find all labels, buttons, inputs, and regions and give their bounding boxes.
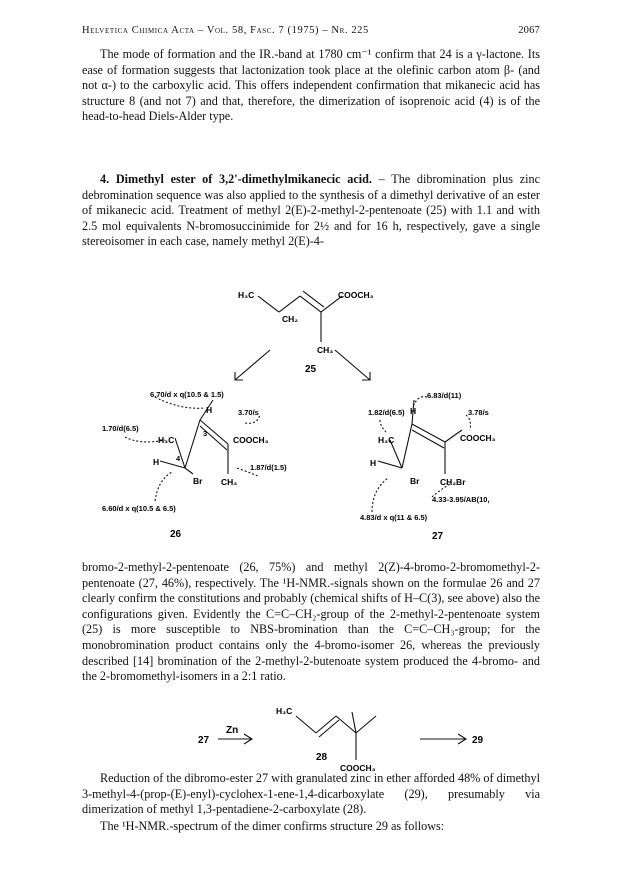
label-27-h-left: H	[370, 458, 377, 468]
paragraph-nmr	[82, 560, 540, 685]
arrow-to-26	[235, 350, 270, 380]
label-27-cooch3: COOCH₃	[460, 433, 496, 443]
label-26-h-top: H	[206, 405, 213, 415]
bond-28-c	[336, 716, 356, 733]
arrow-to-27	[335, 350, 370, 380]
nmr-26-h3: 6.60/d x q(10.5 & 6.5)	[102, 504, 176, 513]
running-header	[82, 25, 540, 36]
bond-25-d	[321, 296, 342, 312]
bond-28-b	[316, 716, 336, 733]
leader-27-ome	[466, 415, 471, 430]
arrow-to-29-head	[458, 734, 466, 744]
leader-27-ch3	[380, 420, 386, 432]
leader-26-h4	[155, 397, 205, 408]
leader-27-ch2br	[432, 484, 450, 497]
arrow-zn-head	[244, 734, 252, 744]
nmr-26-ch3-2: 1.87/d(1.5)	[250, 463, 287, 472]
label-26-cooch3: COOCH₃	[233, 435, 269, 445]
bond-26-e	[175, 438, 185, 468]
bond-26-c	[200, 420, 228, 444]
compound-label-25: 25	[305, 364, 317, 375]
compound-label-26: 26	[170, 529, 182, 540]
bond-27-f	[445, 430, 462, 442]
label-26-c3: 3	[203, 429, 208, 438]
bond-26-f	[185, 468, 193, 474]
section-heading: 4. Dimethyl ester of 3,2'-dimethylmikanecic acid.	[100, 172, 372, 186]
scheme2-cooch3: COOCH₃	[340, 763, 376, 773]
label-26-h-left: H	[153, 457, 160, 467]
section-body: – The dibromination plus zinc debromination sequence was also applied to the synthesis of a dimethyl derivative of an ester of mikanecic acid. Treatment of methyl 2(E)-2-methyl-2-pentenoate (25) with 1.1 and with 2.5 mol equivalents N-bromosuccinimide for 2½ and for 16 h, respectively, gave a single stereoisomer in each case, namely methyl 2(E)-4-	[82, 172, 540, 249]
paragraph-lactone-text: The mode of formation and the IR.-band at 1780 cm⁻¹ confirm that 24 is a γ-lactone. Its ease of formation suggests that lactonization took place at the olefinic carbon atom β- (and not α-) to the carboxylic acid. This offers independent confirmation that mikanecic acid has structure 8 (and not 7) and that, therefore, the dimerization of isoprenoic acid (4) is of the head-to-head Diels-Alder type.	[82, 47, 540, 124]
bond-26-b	[185, 420, 200, 468]
bond-27-c	[412, 424, 445, 442]
bond-27-double	[412, 430, 444, 448]
nmr-27-ome: 3.78/s	[468, 408, 489, 417]
paragraph-reduction	[82, 771, 540, 818]
bond-25-c	[300, 296, 321, 312]
nmr-27-h3: 6.83/d(11)	[427, 391, 462, 400]
bond-26-g	[200, 400, 213, 420]
leader-27-h3	[414, 397, 427, 405]
label-25-h3c: H₃C	[238, 290, 255, 300]
scheme2-reagent: Zn	[226, 725, 239, 736]
paragraph-nmr-text: bromo-2-methyl-2-pentenoate (26, 75%) and methyl 2(Z)-4-bromo-2-bromomethyl-2-pentenoate (27, 46%), respectively. The ¹H-NMR.-signals shown on the formulae 26 and 27 clearly confirm the constitutions and probably (chemical shifts of H–C(3), see above) also the configurations given. Evidently the C=C–CH₂-group of the 2-methyl-2-pentenoate system (25) is more susceptible to NBS-bromination than the C=C–CH₃-group; for the monobromination product contains only the 4-bromo-isomer 26, whereas the previously described [14] bromination of the 2-methyl-2-butenoate system produced the 4-bromo- and the 2-bromomethyl-isomers in a 2:1 ratio.	[82, 560, 540, 684]
journal-citation: Helvetica Chimica Acta – Vol. 58, Fasc. 7 (1975) – Nr. 225	[82, 25, 369, 36]
label-26-h3c: H₃C	[158, 435, 175, 445]
section-4	[82, 172, 540, 250]
nmr-27-h4: 4.83/d x q(11 & 6.5)	[360, 513, 428, 522]
scheme2-start: 27	[198, 735, 210, 746]
bond-28-a	[296, 716, 316, 733]
leader-26-h3	[155, 472, 172, 501]
paragraph-lactone	[82, 47, 540, 125]
bond-26-double	[200, 426, 227, 450]
bond-25-b	[279, 296, 300, 312]
arrow-to-27-head	[362, 372, 370, 380]
compound-label-27: 27	[432, 531, 444, 542]
bond-28-double1	[319, 720, 339, 737]
page-number: 2067	[518, 25, 540, 36]
bond-27-g	[410, 400, 417, 424]
bond-27-e	[390, 440, 402, 468]
leader-26-ome	[245, 414, 260, 423]
label-25-ch3: CH₃	[317, 345, 334, 355]
bond-28-double2	[352, 712, 356, 733]
label-27-br: Br	[410, 476, 420, 486]
compound-label-28: 28	[316, 752, 328, 763]
paragraph-reduction-text: Reduction of the dibromo-ester 27 with granulated zinc in ether afforded 48% of dimethyl 3-methyl-4-(prop-(E)-enyl)-cyclohex-1-ene-1,4-dicarboxylate (29), presumably via dimerization of methyl 1,3-pentadiene-2-carboxylate (28).	[82, 771, 540, 817]
nmr-26-ome: 3.70/s	[238, 408, 259, 417]
nmr-26-h4: 6.70/d x q(10.5 & 1.5)	[150, 390, 224, 399]
compound-label-29: 29	[472, 735, 484, 746]
bond-28-d	[356, 716, 376, 733]
label-27-h3c: H₃C	[378, 435, 395, 445]
bond-27-b	[402, 424, 412, 468]
bond-25-double	[303, 291, 324, 307]
scheme2-h3c: H₃C	[276, 706, 293, 716]
label-26-ch3: CH₃	[221, 477, 238, 487]
label-25-cooch3: COOCH₃	[338, 290, 374, 300]
label-25-ch2: CH₂	[282, 314, 299, 324]
label-26-c4: 4	[176, 454, 181, 463]
label-27-ch2br: CH₂Br	[440, 477, 466, 487]
bond-25-a	[258, 296, 279, 312]
leader-26-ch3	[125, 437, 165, 442]
label-27-h-top: H	[410, 406, 417, 416]
leader-27-h4	[372, 478, 388, 512]
bond-27-a	[378, 461, 402, 468]
paragraph-dimer	[82, 819, 540, 835]
label-26-br: Br	[193, 476, 203, 486]
nmr-27-ch3-5: 1.82/d(6.5)	[368, 408, 405, 417]
leader-26-ch3-2	[237, 468, 258, 476]
nmr-26-ch3-5: 1.70/d(6.5)	[102, 424, 139, 433]
nmr-27-ch2br: 4.33-3.95/AB(10,	[432, 495, 490, 504]
bond-26-a	[160, 461, 185, 468]
arrow-to-26-head	[235, 372, 243, 380]
paragraph-dimer-text: The ¹H-NMR.-spectrum of the dimer confirms structure 29 as follows:	[100, 819, 445, 833]
